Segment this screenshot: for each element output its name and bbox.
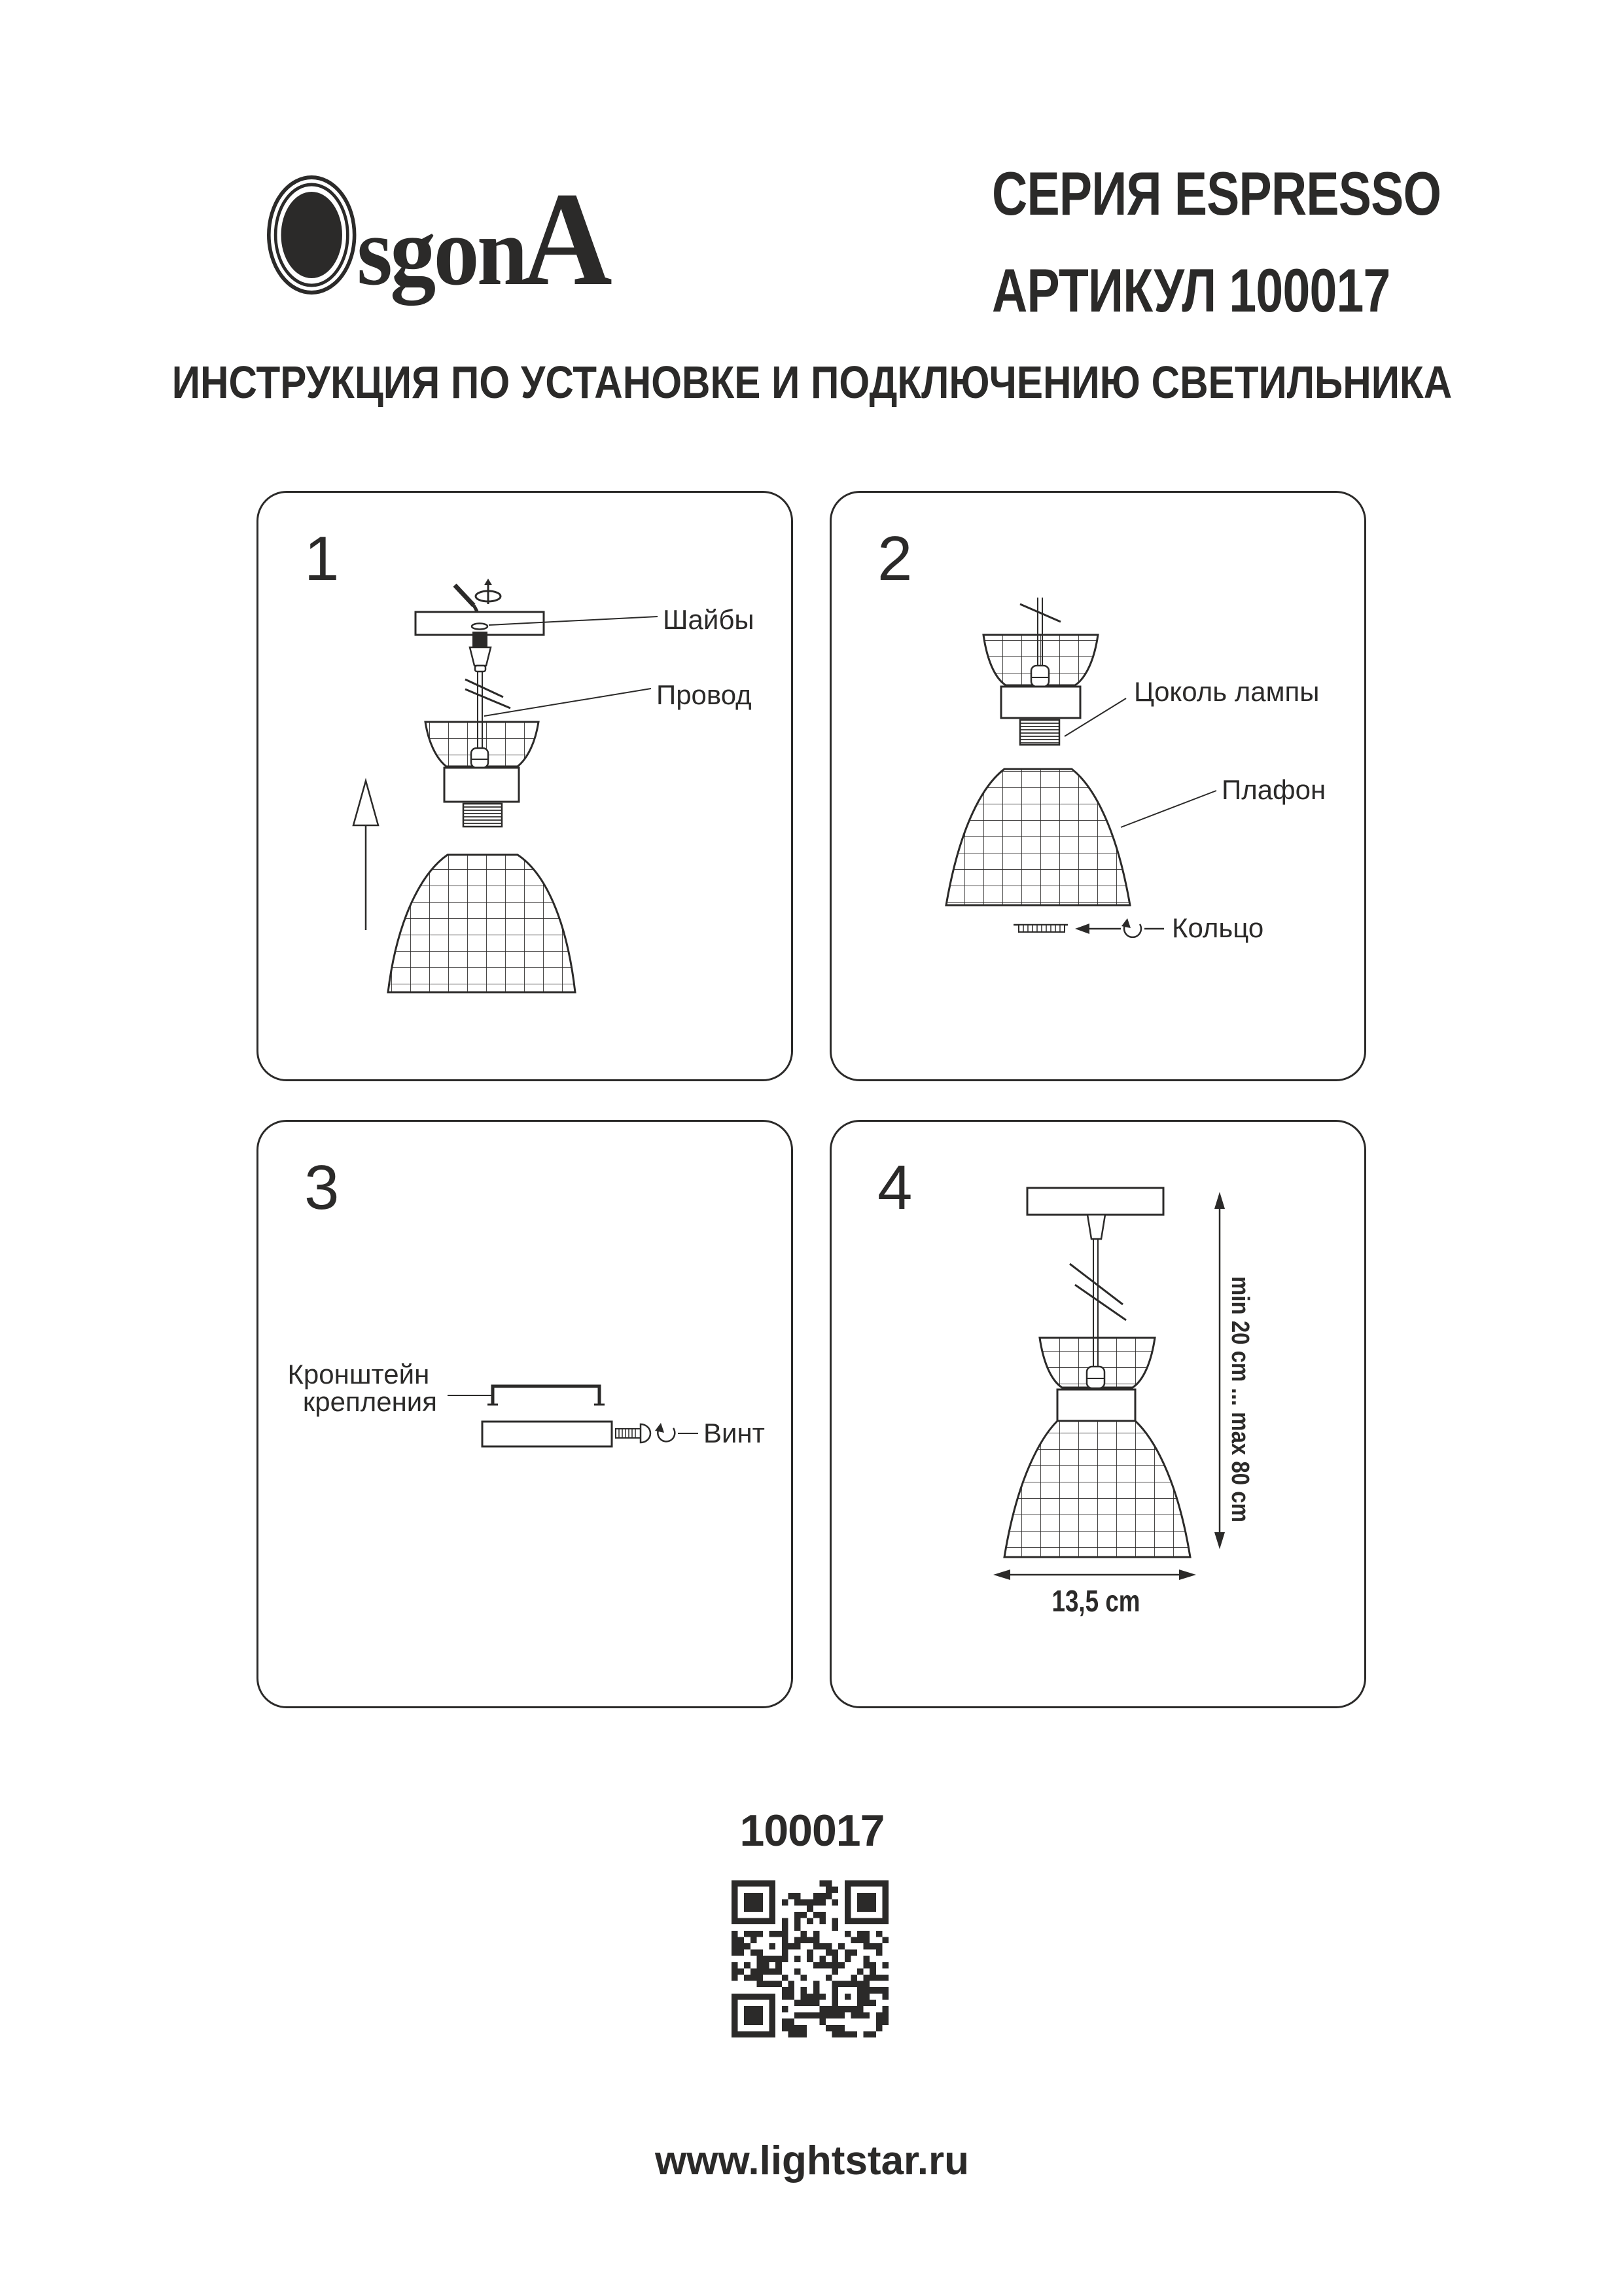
width-dimension: [993, 1570, 1196, 1618]
mesh-shade: [946, 769, 1130, 905]
series-header: [992, 145, 1441, 339]
washers-label: Шайбы: [663, 604, 754, 635]
qr-code: [732, 1880, 889, 2037]
mounting-bar: [482, 1422, 612, 1446]
step-panel-1: [256, 491, 793, 1081]
collar-band: [444, 768, 519, 802]
assembly-direction-arrow-icon: [353, 781, 378, 930]
screw: [616, 1424, 650, 1443]
terminal-block: [472, 632, 487, 647]
ceiling-plate: [1027, 1188, 1163, 1215]
step-number: 3: [304, 1153, 340, 1223]
mesh-shade: [388, 855, 575, 992]
step-number: 1: [304, 524, 340, 594]
lamp-socket: [1087, 1367, 1104, 1388]
bracket-label: Кронштейн крепления: [287, 1359, 437, 1417]
ring-label: Кольцо: [1172, 912, 1264, 943]
threaded-nipple: [463, 804, 502, 827]
socket-label: Цоколь лампы: [1134, 676, 1320, 707]
series-line: СЕРИЯ ESPRESSO: [992, 159, 1441, 228]
brand-logo: [258, 160, 631, 327]
wire-leader-line: [484, 689, 651, 716]
height-label: min 20 cm ... max 80 cm: [1226, 1276, 1254, 1560]
step-panel-4: [830, 1120, 1366, 1708]
page-title: ИНСТРУКЦИЯ ПО УСТАНОВКЕ И ПОДКЛЮЧЕНИЮ СВЕТИЛЬНИКА: [171, 357, 1453, 408]
screw-label: Винт: [703, 1418, 765, 1448]
collar-band: [1001, 687, 1080, 718]
step-number: 2: [877, 524, 913, 594]
strain-relief: [470, 647, 491, 672]
washer: [472, 624, 487, 630]
shade-leader-line: [1121, 791, 1216, 827]
brand-o-icon: [269, 177, 355, 293]
article-line: АРТИКУЛ 100017: [992, 256, 1390, 325]
strain-relief: [1087, 1215, 1105, 1239]
step-number: 4: [877, 1153, 913, 1223]
step-panel-3: [256, 1120, 793, 1708]
rotate-arrow-icon: [655, 1423, 675, 1441]
threaded-socket-base: [1020, 720, 1059, 745]
rotate-arrow-icon: [1121, 918, 1141, 937]
height-dimension: [1214, 1192, 1254, 1560]
rotate-screw-icon: [476, 579, 501, 604]
website-url: www.lightstar.ru: [655, 2138, 969, 2183]
step-panel-2: [830, 491, 1366, 1081]
collar-band: [1057, 1390, 1135, 1421]
brand-text: sgonA: [357, 164, 610, 314]
wire-label: Провод: [656, 679, 752, 710]
width-label: 13,5 cm: [1051, 1584, 1140, 1618]
mounting-bracket: [487, 1386, 605, 1405]
lamp-socket: [471, 748, 488, 768]
ring-arrow-icon: [1075, 924, 1121, 934]
fixing-ring: [1014, 925, 1068, 932]
article-number: 100017: [739, 1806, 885, 1856]
lamp-socket: [1031, 666, 1049, 687]
mesh-shade: [1004, 1421, 1190, 1557]
shade-label: Плафон: [1222, 774, 1326, 805]
